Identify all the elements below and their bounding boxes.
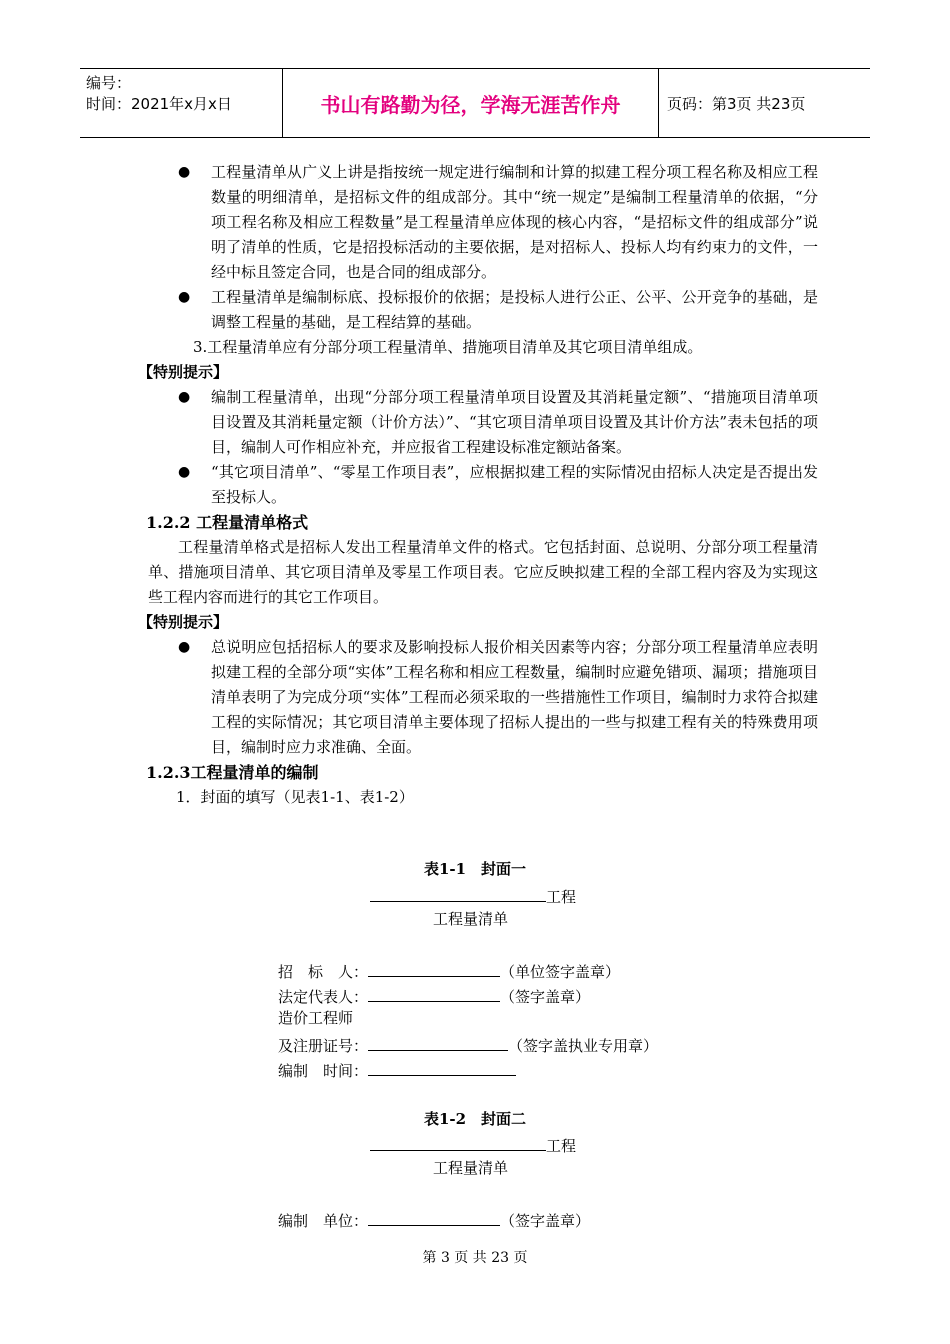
cover-subtitle: 工程量清单 [433, 910, 509, 928]
table-1-2-title: 表1-2 封面二 [423, 1110, 527, 1128]
engineer-cert-row [278, 1032, 658, 1056]
list-item [138, 285, 818, 335]
tenderer-label: 招 标 人： [278, 963, 369, 981]
list-item [138, 160, 818, 285]
tenderer-row [278, 958, 620, 982]
header-left-cell [80, 69, 282, 137]
page-info: 页码：第3页 共23页 [667, 94, 806, 113]
motto: 书山有路勤为径，学海无涯苦作舟 [282, 69, 659, 137]
tenderer-note: （单位签字盖章） [500, 963, 621, 981]
list-item [138, 385, 818, 460]
project-suffix: 工程 [546, 1137, 577, 1155]
compile-unit-note: （签字盖章） [500, 1212, 591, 1230]
bullet-dot-icon: ● [178, 464, 191, 480]
bullet-text: 编制工程量清单，出现“分部分项工程量清单项目设置及其消耗量定额”、“措施项目清单项目设置及其消耗量定额（计价方法）”、“其它项目清单项目设置及其计价方法”表未包括的项目，编制人可作相应补充，并应报省工程建设标准定额站备案。 [211, 388, 818, 456]
bullet-dot-icon: ● [178, 639, 191, 655]
engineer-cert-note: （签字盖执业专用章） [508, 1037, 659, 1055]
cover-subtitle: 工程量清单 [433, 1159, 509, 1177]
item-3: 3.工程量清单应有分部分项工程量清单、措施项目清单及其它项目清单组成。 [193, 338, 703, 356]
compile-time-row [278, 1057, 516, 1081]
page-header [80, 68, 870, 138]
section-heading-122: 1.2.2 工程量清单格式 [146, 513, 309, 532]
legal-rep-blank [368, 983, 500, 1002]
legal-rep-note: （签字盖章） [500, 988, 591, 1006]
compile-unit-blank [368, 1207, 500, 1226]
compile-time-label: 编制 时间： [278, 1062, 369, 1080]
special-tip-heading: 【特别提示】 [138, 613, 229, 631]
bullet-text: “其它项目清单”、“零星工作项目表”，应根据拟建工程的实际情况由招标人决定是否提出发至投标人。 [211, 463, 818, 506]
project-name-line [370, 883, 576, 907]
bullet-dot-icon: ● [178, 164, 191, 180]
compile-unit-row [278, 1207, 590, 1231]
bullet-dot-icon: ● [178, 389, 191, 405]
project-name-blank [370, 1132, 546, 1151]
section-heading-123: 1.2.3工程量清单的编制 [146, 763, 319, 782]
page-footer: 第 3 页 共 23 页 [422, 1250, 528, 1266]
compile-time-blank [368, 1057, 516, 1076]
engineer-label-row [278, 1007, 353, 1028]
tenderer-blank [368, 958, 500, 977]
list-item [138, 460, 818, 510]
bullet-dot-icon: ● [178, 289, 191, 305]
special-tip-heading: 【特别提示】 [138, 363, 229, 381]
engineer-label: 造价工程师 [278, 1009, 354, 1027]
compile-unit-label: 编制 单位： [278, 1212, 369, 1230]
engineer-cert-label: 及注册证号： [278, 1037, 369, 1055]
project-name-blank [370, 883, 546, 902]
bullet-text: 工程量清单从广义上讲是指按统一规定进行编制和计算的拟建工程分项工程名称及相应工程数量的明细清单，是招标文件的组成部分。其中“统一规定”是编制工程量清单的依据，“分项工程名称及相应工程数量”是工程量清单应体现的核心内容，“是招标文件的组成部分”说明了清单的性质，它是招投标活动的主要依据，是对招标人、投标人均有约束力的文件，一经中标且签定合同，也是合同的组成部分。 [211, 163, 818, 281]
table-1-1-title: 表1-1 封面一 [423, 860, 527, 878]
bullet-text: 工程量清单是编制标底、投标报价的依据；是投标人进行公正、公平、公开竞争的基础，是调整工程量的基础，是工程结算的基础。 [211, 288, 818, 331]
project-name-line [370, 1132, 576, 1156]
engineer-cert-blank [368, 1032, 508, 1051]
list-item [138, 635, 818, 760]
paragraph-122: 工程量清单格式是招标人发出工程量清单文件的格式。它包括封面、总说明、分部分项工程量清单、措施项目清单、其它项目清单及零星工作项目表。它应反映拟建工程的全部工程内容及为实现这些工程内容而进行的其它工作项目。 [148, 538, 818, 606]
legal-rep-row [278, 983, 590, 1007]
document-body [138, 160, 818, 810]
legal-rep-label: 法定代表人： [278, 988, 369, 1006]
number-label: 编号： [86, 74, 132, 92]
bullet-text: 总说明应包括招标人的要求及影响投标人报价相关因素等内容；分部分项工程量清单应表明拟建工程的全部分项“实体”工程名称和相应工程数量，编制时应避免错项、漏项；措施项目清单表明了为完成分项“实体”工程而必须采取的一些措施性工作项目，编制时力求符合拟建工程的实际情况；其它项目清单主要体现了招标人提出的一些与拟建工程有关的特殊费用项目，编制时应力求准确、全面。 [211, 638, 818, 756]
project-suffix: 工程 [546, 888, 577, 906]
time-label: 时间：2021年x月x日 [86, 95, 232, 113]
item-1: 1．封面的填写（见表1-1、表1-2） [176, 788, 414, 806]
